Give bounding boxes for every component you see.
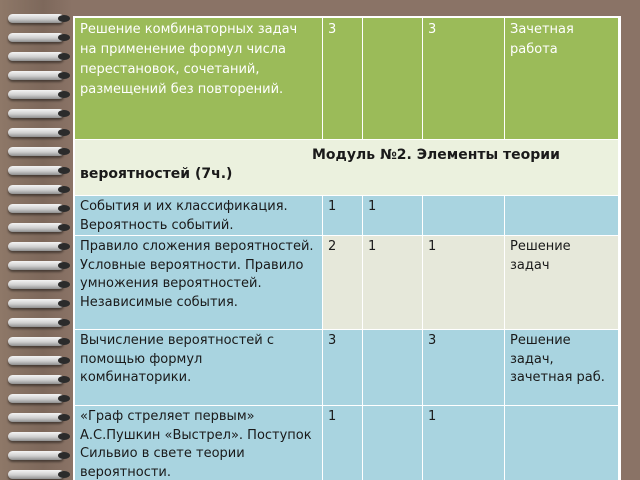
binding-ring	[8, 128, 64, 137]
binding-ring	[8, 375, 64, 384]
binding-ring	[8, 413, 64, 422]
module-title-line1: Модуль №2. Элементы теории	[312, 147, 560, 163]
header-control-cell: Зачетная работа	[505, 18, 619, 140]
binding-ring	[8, 451, 64, 460]
table-row	[75, 236, 619, 330]
table-row	[75, 196, 619, 236]
module-row	[75, 140, 619, 196]
binding-ring	[8, 204, 64, 213]
row-practice-cell: 1	[423, 406, 505, 480]
row-control-cell: Решение задач	[505, 236, 619, 330]
binding-ring	[8, 147, 64, 156]
binding-ring	[8, 185, 64, 194]
curriculum-table	[75, 18, 619, 480]
binding-ring	[8, 299, 64, 308]
binding-ring	[8, 261, 64, 270]
binding-ring	[8, 356, 64, 365]
binding-ring	[8, 71, 64, 80]
binding-ring	[8, 52, 64, 61]
table-row	[75, 330, 619, 406]
header-topic-cell: Решение комбинаторных задач на применение формул числа перестановок, сочетаний, размещений без повторений.	[75, 18, 323, 140]
binding-ring	[8, 337, 64, 346]
row-topic-cell: Вычисление вероятностей с помощью формул комбинаторики.	[75, 330, 323, 406]
row-hours-cell: 1	[323, 196, 363, 236]
module-cell	[75, 140, 619, 196]
row-topic-cell: События и их классификация. Вероятность событий.	[75, 196, 323, 236]
row-hours-cell: 2	[323, 236, 363, 330]
row-theory-cell	[363, 406, 423, 480]
row-practice-cell	[423, 196, 505, 236]
binding-ring	[8, 14, 64, 23]
document-sheet	[73, 16, 621, 480]
header-row	[75, 18, 619, 140]
row-theory-cell	[363, 330, 423, 406]
row-topic-cell: «Граф стреляет первым» А.С.Пушкин «Выстрел». Поступок Сильвио в свете теории вероятности.	[75, 406, 323, 480]
binding-ring	[8, 394, 64, 403]
binding-ring	[8, 109, 64, 118]
header-hours-cell: 3	[323, 18, 363, 140]
row-hours-cell: 3	[323, 330, 363, 406]
row-hours-cell: 1	[323, 406, 363, 480]
binding-ring	[8, 223, 64, 232]
row-practice-cell: 1	[423, 236, 505, 330]
module-title-line2: вероятностей (7ч.)	[80, 165, 233, 182]
header-theory-cell	[363, 18, 423, 140]
row-control-cell	[505, 196, 619, 236]
table-row	[75, 406, 619, 480]
binding-ring	[8, 470, 64, 479]
row-topic-cell: Правило сложения вероятностей. Условные вероятности. Правило умножения вероятностей. Независимые события.	[75, 236, 323, 330]
binding-ring	[8, 242, 64, 251]
row-theory-cell: 1	[363, 196, 423, 236]
binding-ring	[8, 280, 64, 289]
binding-ring	[8, 33, 64, 42]
row-practice-cell: 3	[423, 330, 505, 406]
row-control-cell	[505, 406, 619, 480]
binding-ring	[8, 166, 64, 175]
spiral-binding	[0, 0, 72, 480]
binding-ring	[8, 432, 64, 441]
header-practice-cell: 3	[423, 18, 505, 140]
binding-ring	[8, 90, 64, 99]
row-theory-cell: 1	[363, 236, 423, 330]
binding-ring	[8, 318, 64, 327]
row-control-cell: Решение задач, зачетная раб.	[505, 330, 619, 406]
